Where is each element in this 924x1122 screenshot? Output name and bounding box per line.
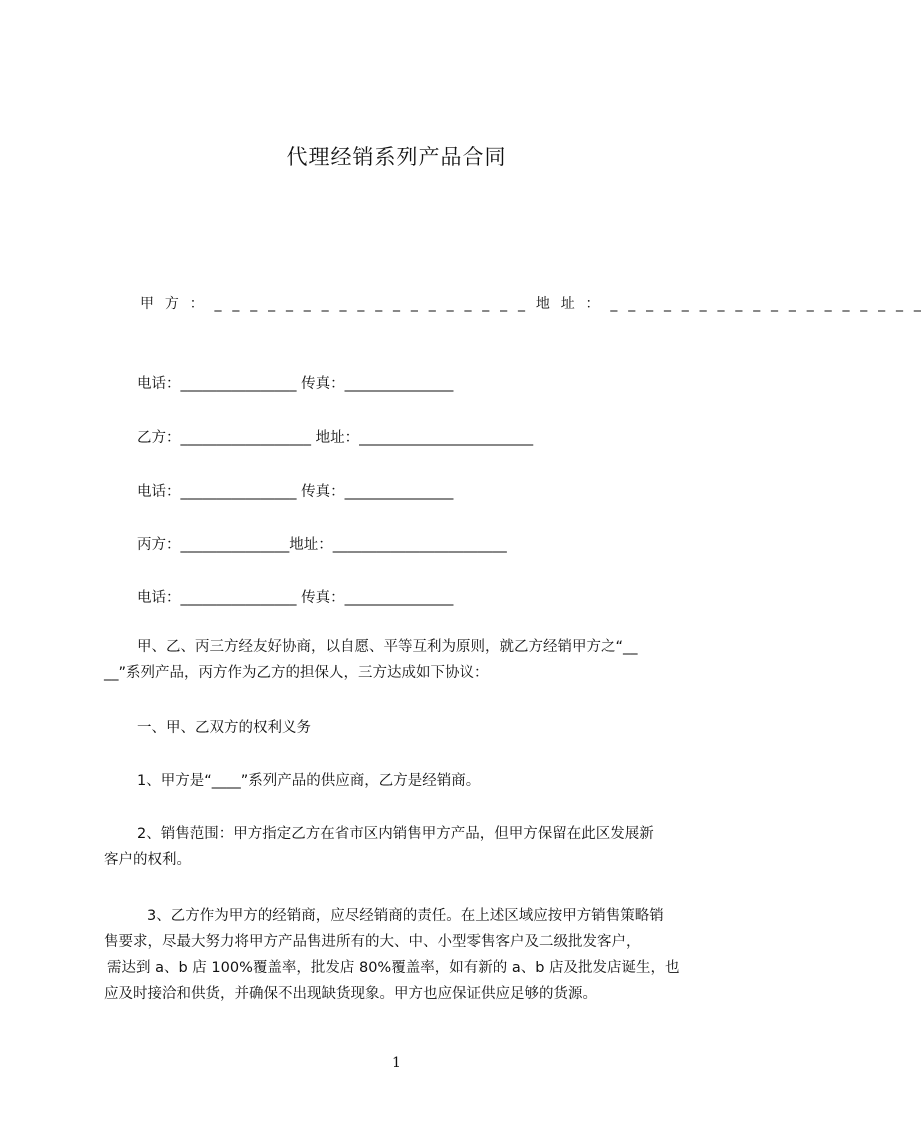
clause-2-line-1: 2、销售范围：甲方指定乙方在省市区内销售甲方产品，但甲方保留在此区发展新 <box>137 826 654 842</box>
clause-3-line-1: 3、乙方作为甲方的经销商，应尽经销商的责任。在上述区域应按甲方销售策略销 <box>147 908 664 924</box>
phone-fax-line-a: 电话：________________ 传真：_______________ <box>137 376 454 392</box>
party-c-line: 丙方：_______________地址：________________________ <box>137 537 507 553</box>
clause-3-line-3: 需达到 a、b 店 100%覆盖率，批发店 80%覆盖率，如有新的 a、b 店及批发店诞生，也 <box>107 960 680 976</box>
section-heading-1: 一、甲、乙双方的权利义务 <box>137 720 311 736</box>
phone-fax-line-c: 电话：________________ 传真：_______________ <box>137 590 454 606</box>
document-title: 代理经销系列产品合同 <box>286 145 507 169</box>
intro-paragraph-line-1: 甲、乙、丙三方经友好协商，以自愿、平等互利为原则，就乙方经销甲方之“__ <box>137 639 638 655</box>
party-b-line: 乙方：__________________ 地址：________________________ <box>137 430 534 446</box>
party-a-line: 甲 方 ： _ _ _ _ _ _ _ _ _ _ _ _ _ _ _ _ _ _ 地 址 ： _ _ _ _ _ _ _ _ _ _ _ _ _ _ _ _ _ _ <box>140 296 924 312</box>
page-number: 1 <box>392 1055 401 1071</box>
intro-paragraph-line-2: __”系列产品，丙方作为乙方的担保人，三方达成如下协议： <box>104 665 489 681</box>
clause-3-line-4: 应及时接洽和供货，并确保不出现缺货现象。甲方也应保证供应足够的货源。 <box>104 986 597 1002</box>
clause-2-line-2: 客户的权利。 <box>104 852 191 868</box>
clause-3-line-2: 售要求，尽最大努力将甲方产品售进所有的大、中、小型零售客户及二级批发客户， <box>104 934 641 950</box>
clause-1: 1、甲方是“____”系列产品的供应商，乙方是经销商。 <box>137 773 481 789</box>
phone-fax-line-b: 电话：________________ 传真：_______________ <box>137 484 454 500</box>
